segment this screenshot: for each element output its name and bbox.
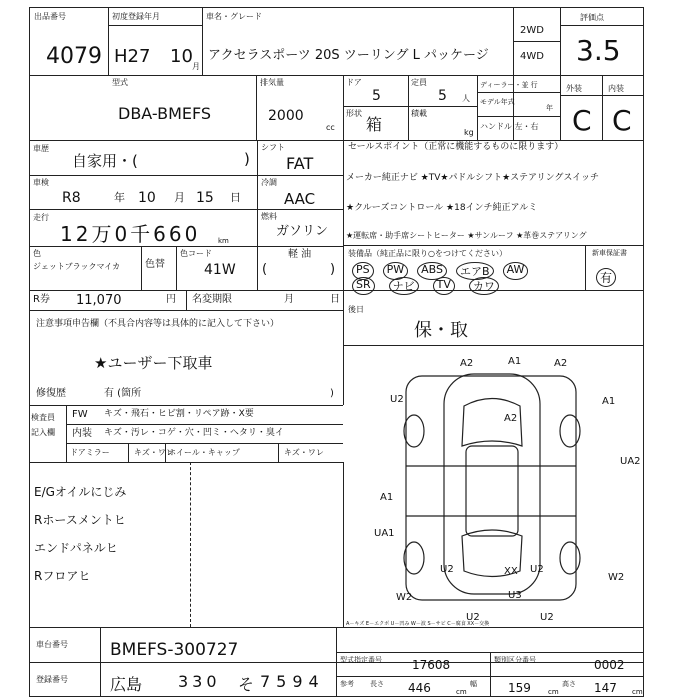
inspection-month: 10 — [138, 190, 156, 206]
roof — [466, 446, 518, 536]
shape-label: 形状 — [346, 109, 362, 118]
post-sale-value: 保・取 — [414, 320, 468, 341]
divider — [560, 25, 644, 26]
ac-label: 冷調 — [261, 178, 277, 187]
len-unit: cm — [456, 688, 467, 696]
person-unit: 人 — [462, 94, 470, 103]
divider — [190, 462, 191, 627]
mileage-label: 走行 — [33, 213, 49, 222]
mark-a1-right: A1 — [602, 396, 616, 407]
divider — [336, 627, 337, 697]
int-inspect-label: 内装 — [72, 428, 92, 439]
fuel-label: 燃料 — [261, 212, 277, 221]
mileage-value: 12万0千660 — [60, 222, 201, 246]
model-year-label: モデル年式 — [480, 98, 515, 106]
score-value: 3.5 — [576, 34, 621, 67]
expiry-day-unit: 日 — [330, 294, 340, 305]
divider — [202, 7, 203, 75]
plate-kana: そ — [238, 675, 255, 694]
divider — [560, 7, 561, 140]
color-code-label: 色コード — [180, 249, 212, 258]
inspection-day: 15 — [196, 190, 214, 206]
inspection-year-unit: 年 — [114, 191, 125, 204]
len-value: 446 — [408, 681, 431, 695]
wheel-rear-right — [560, 542, 580, 574]
mark-w2-right: W2 — [608, 572, 625, 583]
divider — [29, 175, 343, 176]
door-value: 5 — [372, 88, 381, 104]
inspector-note: E/Gオイルにじみ — [34, 485, 127, 499]
divider — [585, 245, 586, 290]
divider — [66, 405, 67, 462]
mark-xx: XX — [504, 566, 518, 577]
equip-tv: TV — [433, 277, 455, 295]
divider — [477, 75, 478, 140]
mark-roof: A2 — [504, 413, 518, 424]
selling-line1: メーカー純正ナビ ★TV★パドルシフト★ステアリングスイッチ — [346, 173, 599, 183]
mark-ua1-left: UA1 — [374, 528, 395, 539]
year-unit: 年 — [546, 104, 553, 112]
equip-abs: ABS — [417, 262, 447, 280]
car-damage-diagram — [344, 346, 644, 627]
divider — [336, 676, 644, 677]
shift-label: シフト — [261, 143, 285, 152]
divider — [343, 106, 477, 107]
equip-leather: カワ — [469, 277, 499, 295]
divider — [477, 92, 560, 93]
inspection-day-unit: 日 — [230, 191, 241, 204]
divider — [29, 290, 644, 291]
divider — [176, 246, 177, 290]
mark-u2-lower-right: U2 — [530, 564, 544, 575]
manual-label: 新車保証書 — [592, 249, 627, 257]
notes-text: ★ユーザー下取車 — [94, 354, 213, 372]
fuel-value: ガソリン — [276, 224, 329, 239]
mark-bottom2-a: U2 — [540, 612, 554, 623]
cert-label: 型式指定番号 — [340, 656, 382, 664]
inspector-note: Rホースメントヒ — [34, 513, 126, 527]
damage-legend: A－キズ E－エクボ U－凹み W－波 S－サビ C－腐食 XX－交換 — [346, 621, 490, 627]
recycle-value: 11,070 — [76, 293, 122, 308]
paren-open: ( — [262, 262, 268, 277]
wid-label: 幅 — [470, 680, 477, 688]
lot-label: 出品番号 — [34, 12, 66, 21]
fw-text: キズ・飛石・ヒビ割・リペア跡・X要 — [104, 409, 254, 419]
divider — [108, 25, 202, 26]
chassis-label: 車台番号 — [36, 640, 68, 649]
divider — [336, 652, 644, 653]
load-label: 積載 — [411, 109, 427, 118]
divider — [343, 245, 644, 246]
divider — [343, 140, 344, 290]
ac-value: AAC — [284, 190, 316, 208]
wheel-label: ホイール・キャップ — [168, 448, 240, 457]
inspection-month-unit: 月 — [174, 191, 185, 204]
drive-2wd: 2WD — [520, 25, 544, 36]
repaint-label: 色替 — [145, 259, 165, 270]
expiry-label: 名変期限 — [192, 294, 232, 305]
equip-navi: ナビ — [389, 277, 419, 295]
hgt-unit: cm — [632, 688, 643, 696]
divider — [490, 652, 491, 697]
inspector-note: エンドパネルヒ — [34, 541, 118, 555]
divider — [29, 75, 644, 76]
divider — [343, 75, 344, 140]
divider — [408, 75, 409, 140]
recycle-label: R券 — [33, 294, 50, 305]
manual-value: 有 — [596, 268, 616, 287]
equipment-label: 装備品（純正品に限り○をつけてください） — [348, 249, 507, 258]
ref-label: 参考 — [340, 680, 354, 688]
yen-unit: 円 — [166, 294, 176, 305]
divider — [100, 627, 101, 697]
reg-year-label: 初度登録年月 — [112, 12, 160, 21]
plate-label: 登録番号 — [36, 675, 68, 684]
post-sale-label: 後日 — [348, 305, 364, 314]
selling-line2: ★クルーズコントロール ★18インチ純正アルミ — [346, 203, 538, 213]
kg-unit: kg — [464, 128, 474, 137]
reg-month: 10 — [170, 46, 193, 67]
divider — [513, 7, 514, 140]
inspection-label: 車検 — [33, 178, 49, 187]
mark-u2-lower-left: U2 — [440, 564, 454, 575]
door-label: ドア — [346, 78, 362, 87]
selling-points-label: セールスポイント（正常に機能するものに限ります） — [348, 142, 564, 152]
expiry-month-unit: 月 — [284, 294, 294, 305]
usage-close: ) — [244, 150, 250, 168]
equip-pw: PW — [383, 262, 409, 280]
km-unit: km — [218, 237, 229, 245]
divider — [186, 290, 187, 310]
usage-label: 車歴 — [33, 144, 49, 153]
color-value: ジェットブラックマイカ — [33, 262, 121, 271]
type-label: 型式 — [112, 78, 128, 87]
mark-w2-left: W2 — [396, 592, 413, 603]
lot-number: 4079 — [46, 44, 102, 69]
divider — [513, 41, 560, 42]
divider — [257, 140, 258, 290]
score-label: 評価点 — [580, 13, 604, 22]
repair-label: 修復歴 — [36, 388, 66, 399]
divider — [141, 246, 142, 290]
int-inspect-text: キズ・汚レ・コゲ・穴・凹ミ・ヘタリ・臭イ — [104, 428, 284, 438]
divider — [66, 424, 343, 425]
drive-4wd: 4WD — [520, 51, 544, 62]
paren-close: ) — [330, 262, 336, 277]
wheel-rear-left — [404, 542, 424, 574]
car-side-outline — [406, 376, 576, 600]
inspector-notes — [34, 478, 126, 590]
divider — [29, 140, 644, 141]
mark-top-left: A2 — [460, 358, 474, 369]
int-label: 内装 — [608, 84, 624, 93]
capacity-value: 5 — [438, 88, 447, 104]
divider — [29, 310, 343, 311]
divider — [29, 405, 343, 406]
cert-value: 17608 — [412, 658, 451, 672]
equip-aw: AW — [503, 262, 529, 280]
reg-era: H27 — [114, 46, 151, 67]
hgt-label: 高さ — [562, 680, 576, 688]
capacity-label: 定員 — [411, 78, 427, 87]
notes-label: 注意事項申告欄（不具合内容等は具体的に記入して下さい） — [36, 319, 280, 329]
color-label: 色 — [33, 249, 41, 258]
len-label: 長さ — [370, 680, 384, 688]
mark-a1-left: A1 — [380, 492, 394, 503]
divider — [278, 443, 279, 462]
handle-label: ハンドル 左・右 — [480, 122, 539, 131]
mark-top-right: A2 — [554, 358, 568, 369]
divider — [29, 462, 343, 463]
divider — [477, 116, 560, 117]
displacement-value: 2000 — [268, 108, 304, 124]
divider — [128, 443, 129, 462]
cat-value: 0002 — [594, 658, 625, 672]
wheel-text: キズ・ワレ — [284, 448, 324, 457]
diesel-label: 軽 油 — [288, 249, 312, 260]
inspection-era: R8 — [62, 190, 81, 206]
mirror-label: ドアミラー — [70, 448, 110, 457]
wid-unit: cm — [548, 688, 559, 696]
model-grade: アクセラスポーツ 20S ツーリング L パッケージ — [208, 48, 489, 63]
mark-u2-left: U2 — [390, 394, 404, 405]
equipment-row2 — [352, 277, 499, 295]
equip-sr: SR — [352, 277, 375, 295]
mark-top-center: A1 — [508, 356, 522, 367]
inspector-note: Rフロアヒ — [34, 569, 91, 583]
shape-value: 箱 — [366, 115, 383, 134]
wheel-front-right — [560, 415, 580, 447]
inspector-label2: 記入欄 — [31, 428, 55, 437]
divider — [256, 75, 257, 140]
shift-value: FAT — [286, 154, 314, 173]
chassis-value: BMEFS-300727 — [110, 640, 239, 660]
hgt-value: 147 — [594, 681, 617, 695]
plate-region: 広島 — [110, 675, 143, 694]
type-value: DBA-BMEFS — [118, 104, 212, 123]
wid-value: 159 — [508, 681, 531, 695]
cc-unit: cc — [326, 123, 335, 132]
usage-value: 自家用・( — [72, 152, 138, 170]
car-body-outline — [444, 374, 540, 594]
divider — [29, 209, 343, 210]
divider — [108, 7, 109, 75]
divider — [66, 443, 343, 444]
plate-number: 7594 — [260, 672, 325, 691]
cat-label: 類別区分番号 — [494, 656, 536, 664]
mark-u3: U3 — [508, 590, 522, 601]
inspector-label1: 検査員 — [31, 413, 55, 422]
mirror-text: キズ・ワレ — [134, 448, 174, 457]
dealer-label: ディーラー・並 行 — [480, 81, 538, 89]
color-code-value: 41W — [204, 262, 236, 278]
mark-bottom1-a: U2 — [466, 612, 480, 623]
plate-class: 330 — [178, 672, 221, 691]
fw-label: FW — [72, 409, 88, 420]
ext-grade: C — [572, 104, 592, 137]
model-grade-label: 車名・グレード — [206, 12, 262, 21]
displacement-label: 排気量 — [260, 78, 284, 87]
divider — [602, 75, 603, 140]
reg-month-unit: 月 — [192, 62, 200, 71]
mark-ua2-right: UA2 — [620, 456, 641, 467]
selling-line3: ★運転席・助手席シートヒーター ★サンルーフ ★革巻ステアリング — [346, 231, 587, 240]
wheel-front-left — [404, 415, 424, 447]
ext-label: 外装 — [566, 84, 582, 93]
int-grade: C — [612, 104, 632, 137]
equip-airbag: エアB — [456, 262, 494, 280]
equip-ps: PS — [352, 262, 374, 280]
repair-close: ) — [330, 388, 334, 399]
repair-value: 有 (箇所 — [104, 388, 142, 399]
